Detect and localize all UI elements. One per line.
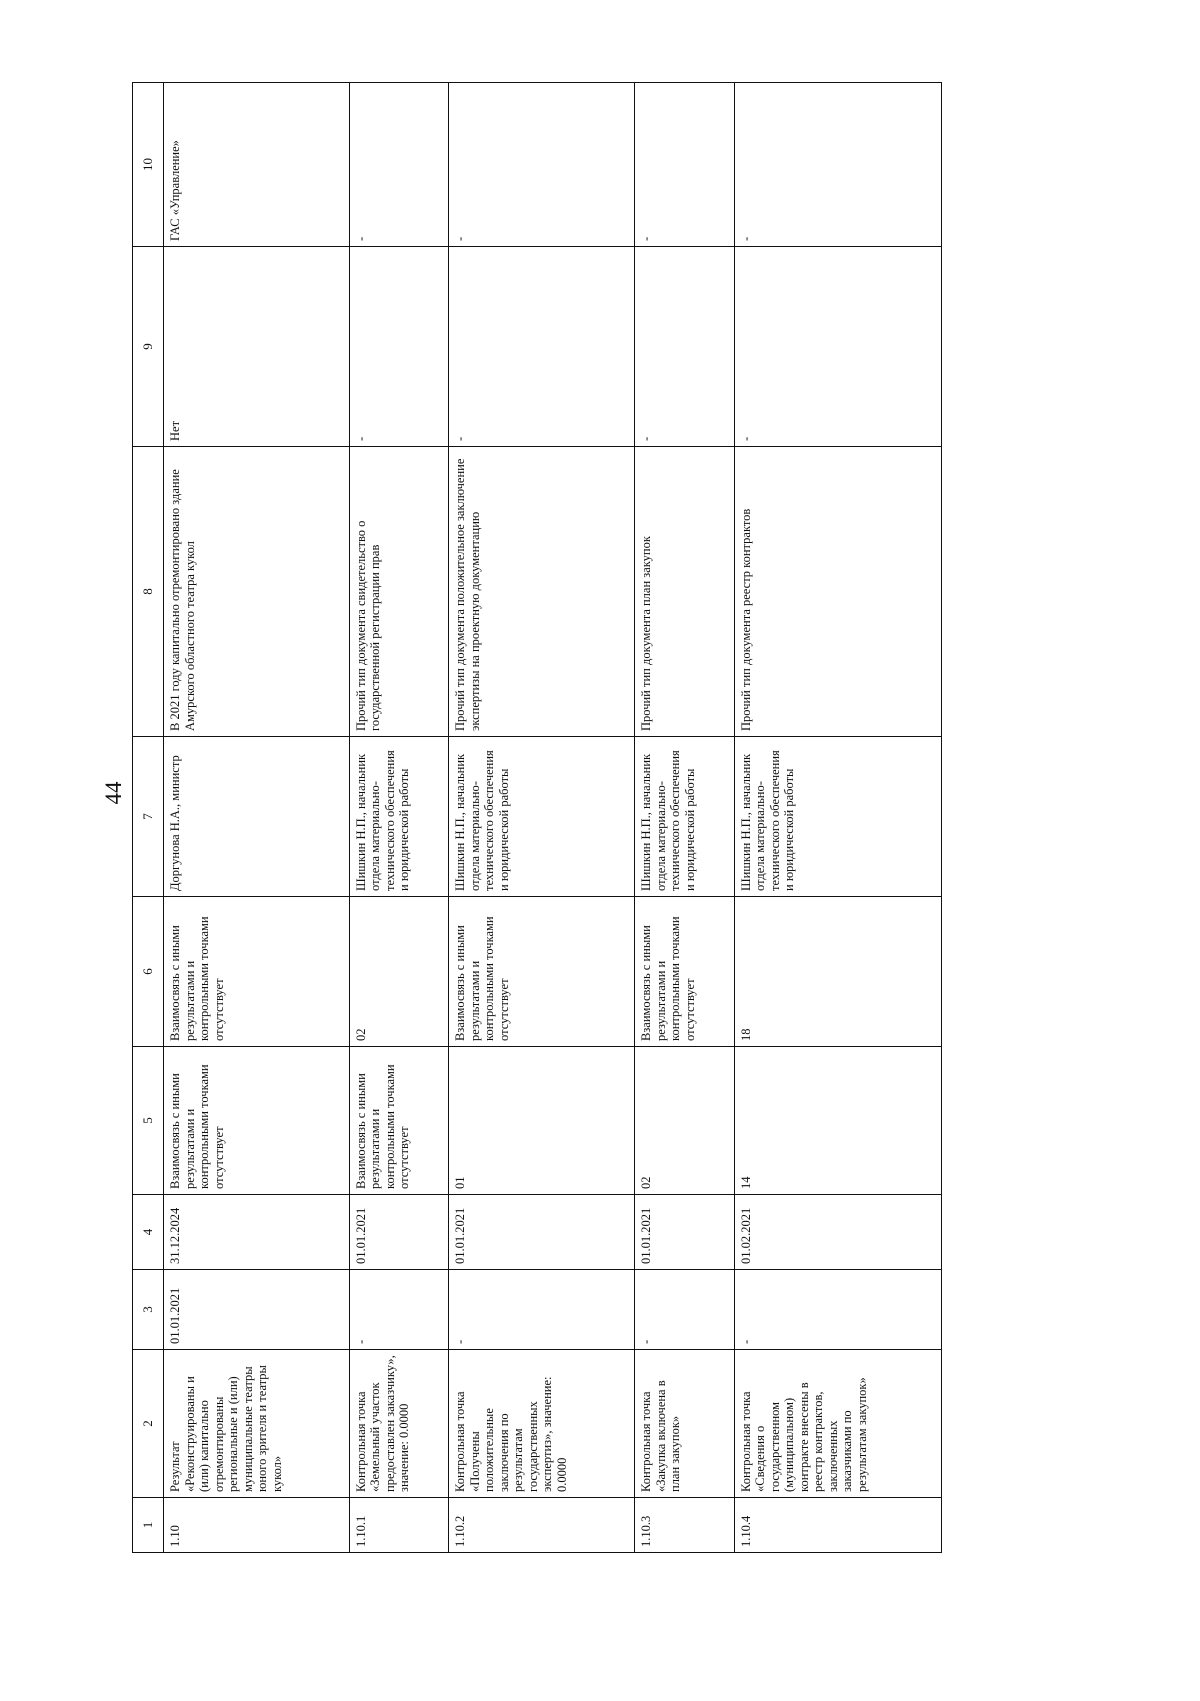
- table-row: [635, 83, 735, 1553]
- header-cell-10: 10: [133, 83, 164, 247]
- predecessors: 14: [734, 1047, 941, 1195]
- header-cell-7: 7: [133, 737, 164, 897]
- row-number: 1.10.4: [734, 1498, 941, 1553]
- predecessors: Взаимосвязь с иными результатами и контрольными точками отсутствует: [349, 1047, 449, 1195]
- row-number: 1.10: [164, 1498, 350, 1553]
- start-date: -: [734, 1270, 941, 1350]
- end-date: 01.01.2021: [635, 1195, 735, 1270]
- header-cell-8: 8: [133, 447, 164, 737]
- header-cell-2: 2: [133, 1350, 164, 1498]
- responsible: Шишкин Н.П., начальник отдела материально-технического обеспечения и юридической работы: [349, 737, 449, 897]
- document-type: Прочий тип документа план закупок: [635, 447, 735, 737]
- header-cell-3: 3: [133, 1270, 164, 1350]
- row-number: 1.10.3: [635, 1498, 735, 1553]
- info-system: -: [734, 83, 941, 247]
- start-date: 01.01.2021: [164, 1270, 350, 1350]
- successors: Взаимосвязь с иными результатами и контрольными точками отсутствует: [635, 897, 735, 1047]
- end-date: 01.02.2021: [734, 1195, 941, 1270]
- header-cell-4: 4: [133, 1195, 164, 1270]
- predecessors: Взаимосвязь с иными результатами и контрольными точками отсутствует: [164, 1047, 350, 1195]
- successors: 02: [349, 897, 449, 1047]
- info-system: -: [635, 83, 735, 247]
- header-cell-1: 1: [133, 1498, 164, 1553]
- plan-table: [132, 82, 942, 1553]
- predecessors: 02: [635, 1047, 735, 1195]
- item-name: Результат «Реконструированы и (или) капитально отремонтированы региональные и (или) муниципальные театры юного зрителя и театры кукол»: [164, 1350, 350, 1498]
- document-type: Прочий тип документа реестр контрактов: [734, 447, 941, 737]
- col-9-value: -: [349, 247, 449, 447]
- col-9-value: -: [635, 247, 735, 447]
- end-date: 31.12.2024: [164, 1195, 350, 1270]
- start-date: -: [449, 1270, 635, 1350]
- header-cell-5: 5: [133, 1047, 164, 1195]
- successors: Взаимосвязь с иными результатами и контрольными точками отсутствует: [449, 897, 635, 1047]
- item-name: Контрольная точка «Закупка включена в план закупок»: [635, 1350, 735, 1498]
- info-system: ГАС «Управление»: [164, 83, 350, 247]
- end-date: 01.01.2021: [449, 1195, 635, 1270]
- item-name: Контрольная точка «Получены положительные заключения по результатам государственных экспертиз», значение: 0.0000: [449, 1350, 635, 1498]
- page-number: 44: [101, 781, 126, 805]
- header-cell-6: 6: [133, 897, 164, 1047]
- item-name: Контрольная точка «Земельный участок предоставлен заказчику», значение: 0.0000: [349, 1350, 449, 1498]
- row-number: 1.10.1: [349, 1498, 449, 1553]
- table-row: [349, 83, 449, 1553]
- col-9-value: -: [449, 247, 635, 447]
- table-row: [164, 83, 350, 1553]
- table-row: [449, 83, 635, 1553]
- info-system: -: [349, 83, 449, 247]
- start-date: -: [349, 1270, 449, 1350]
- successors: 18: [734, 897, 941, 1047]
- predecessors: 01: [449, 1047, 635, 1195]
- responsible: Шишкин Н.П., начальник отдела материально-технического обеспечения и юридической работы: [635, 737, 735, 897]
- responsible: Шишкин Н.П., начальник отдела материально-технического обеспечения и юридической работы: [734, 737, 941, 897]
- document-type: В 2021 году капитально отремонтировано здание Амурского областного театра кукол: [164, 447, 350, 737]
- header-cell-9: 9: [133, 247, 164, 447]
- end-date: 01.01.2021: [349, 1195, 449, 1270]
- item-name: Контрольная точка «Сведения о государственном (муниципальном) контракте внесены в реестр контрактов, заключенных заказчиками по результатам закупок»: [734, 1350, 941, 1498]
- document-type: Прочий тип документа положительное заключение экспертизы на проектную документацию: [449, 447, 635, 737]
- successors: Взаимосвязь с иными результатами и контрольными точками отсутствует: [164, 897, 350, 1047]
- row-number: 1.10.2: [449, 1498, 635, 1553]
- responsible: Шишкин Н.П., начальник отдела материально-технического обеспечения и юридической работы: [449, 737, 635, 897]
- table-row: [734, 83, 941, 1553]
- plan-table-frame: [132, 83, 942, 1553]
- col-9-value: -: [734, 247, 941, 447]
- document-type: Прочий тип документа свидетельство о государственной регистрации прав: [349, 447, 449, 737]
- info-system: -: [449, 83, 635, 247]
- start-date: -: [635, 1270, 735, 1350]
- col-9-value: Нет: [164, 247, 350, 447]
- header-row: [133, 83, 164, 1553]
- responsible: Доргунова Н.А., министр: [164, 737, 350, 897]
